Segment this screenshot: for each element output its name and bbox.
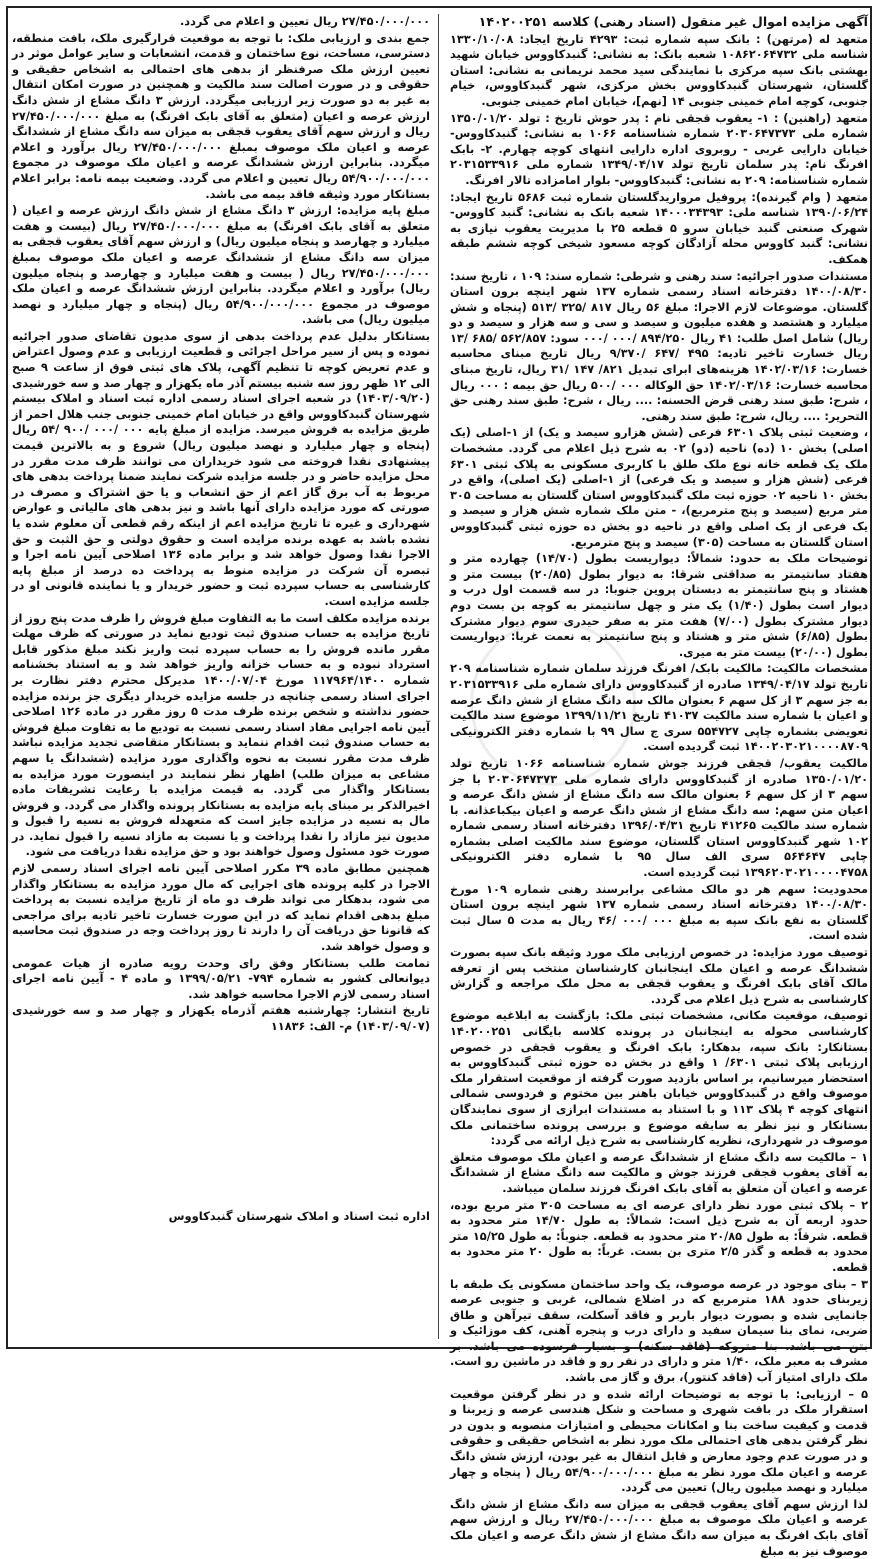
paragraph: ، وضعیت ثبتی پلاک ۶۳۰۱ فرعی (شش هزارو سیصد و یک) از ۱-اصلی (یک اصلی) بخش ۱۰ (ده) ناحیه (دو) ۰۲ به شرح ذیل اعلام می گردد. مشخصات ملک یک قطعه خانه نوع ملک طلق با کاربری مسکونی به پلاک ثبتی ۶۳۰۱ فرعی (شش هزار و سیصد و یک فرعی) از ۱-اصلی (یک اصلی)، واقع در بخش ۱۰ ناحیه ۰۲ حوزه ثبت ملک گنبدکاووس استان گلستان به مساحت ۳۰۵ متر مربع (سیصد و پنج مترمربع)، - متن ملک شماره شش هزار و سیصد و یک فرعی از یک اصلی واقع در ناحیه دو بخش ده حوزه ثبتی گنبدکاووس استان گلستان به مساحت (۳۰۵) سیصد و پنج مترمربع. [450,426,868,549]
paragraph: متعهد ( وام گیرنده): پروفیل مرواریدگلستان شماره ثبت ۵۶۸۶ تاریخ ایجاد: ۱۳۹۰/۰۶/۲۴ شناسه ملی: ۱۴۰۰۰۳۴۳۹۳ شعبه بانک به نشانی: گنبد کاووس- شهرک صنعتی گنبد خیابان سرو ۵ قطعه ۲۵ با مدیریت یعقوب نیازی به نشانی: گنبد کاووس محله آزادگان کوچه مسعود شیخی کوچه ششم طبقه همکف. [450,190,868,266]
paragraph: توصیف مورد مزایده: در خصوص ارزیابی ملک مورد وثیقه بانک سپه بصورت ششدانگ عرصه و اعیان ملک اینجانبان کارشناسان منتخب پس از تعرفه مالک آقای بابک افرنگ و یعقوب قجقی به محل ملک مراجعه و گزارش کارشناسی به شرح ذیل اعلام می گردد. [450,946,868,1006]
column-divider [438,14,439,1339]
paragraph: ۲۷/۴۵۰/۰۰۰/۰۰۰ ریال تعیین و اعلام می گردد. [179,15,430,28]
paragraph: برنده مزایده مکلف است ما به التفاوت مبلغ فروش را ظرف مدت پنج روز از تاریخ مزایده به حساب صندوق ثبت تودیع نماید در صورتی که ظرف مهلت مقرر مانده فروش را به حساب سپرده ثبت واریز نکند مبلغ مذکور قابل استرداد نبوده و به حساب خزانه واریز خواهد شد و به استناد بخشنامه شماره ۱۱۷۹۶۴/۱۴۰۰ مورخ ۱۴۰۰/۰۷/۰۴ مدیرکل محترم دفتر نظارت بر اجرای اسناد رسمی چنانچه در جلسه مزایده خریدار دیگری جز برنده مزایده حضور نداشته و شخص برنده ظرف مدت ۵ روز مقرر در ماده ۱۲۶ اصلاحی آیین نامه اجرایی مفاد اسناد رسمی نسبت به تودیع ما به تفاوت مبلغ فروش به حساب صندوق ثبت اقدام ننماید و بستانکار متقاضی تجدید مزایده نباشد ظرف مدت مقرر نسبت به نحوه واگذاری مورد مزایده (ششدانگ یا سهم مشاعی به میزان طلب) اظهار نظر ننمایند در اینصورت مورد مزایده به بستانکار واگذار می گردد. به قیمت مزایده با رعایت تشریفات ماده اخیرالذکر بر مبنای پایه مزایده به بستانکار پرونده واگذار می گردد. و فروش مال به نسیه در مزایده جایز است که متعهدله فروش به نسیه را قبول و مدیون نیز مازاد را نقدا پرداخت و یا نسبت به مازاد نسیه را قبول نماید. در صورت خود مسئول وصول خواهند بود و حق مزایده نقدا دریافت می شود. [12,611,431,859]
issuer-signature: اداره ثبت اسناد و املاک شهرستان گنبدکاووس [168,1209,430,1223]
notice-title: آگهی مزایده اموال غیر منقول (اسناد رهنی) کلاسه ۱۴۰۲۰۰۲۵۱ [478,14,868,29]
paragraph: مشخصات مالکیت: مالکیت بابک/ افرنگ فرزند سلمان شماره شناسنامه ۲۰۹ تاریخ تولد ۱۳۴۹/۰۴/۱۷ صادره از گنبدکاووس دارای شماره ملی ۲۰۳۱۵۳۳۹۱۶ به جز سهم ۳ از کل سهم ۶ بعنوان مالک سه دانگ مشاع از شش دانگ عرصه و اعیان با شماره سند مالکیت ۴۱۰۳۷ تاریخ ۱۳۹۹/۱۱/۲۱ موضوع سند مالکیت تعویضی بشماره چاپی ۵۵۴۷۲۷ سری ج سال ۹۹ با شماره دفتر الکترونیکی ۱۴۰۰۲۰۳۰۲۱۰۰۰۰۸۷۰۹ ثبت گردیده است. [450,662,868,754]
paragraph: متعهد (راهنین) : ۱- یعقوب قجقی نام : پدر حوش تاریخ : تولد ۱۳۵۰/۰۱/۲۰ شماره ملی ۲۰۳۰۶۴۷۳۷۳ شماره شناسنامه ۱۰۶۶ به نشانی: گنبدکاووس- خیابان دارایی غربی - روبروی اداره دارایی انتهای کوچه چهارم. ۲- بابک افرنگ نام: پدر سلمان تاریخ تولد ۱۳۴۹/۰۴/۱۷ شماره ملی ۲۰۳۱۵۳۳۹۱۶ شماره شناسنامه: ۲۰۹ به نشانی: گنبدکاووس- بلوار امامزاده تالار افرنگ. [450,111,869,187]
paragraph: ۳ – بنای موجود در عرصه موصوف، یک واحد ساختمان مسکونی یک طبقه با زیربنای حدود ۱۸۸ مترمربع که در اضلاع شمالی، غربی و جنوبی عرصه جانمایی شده و بصورت دیوار باربر و فاقد آسکلت، سقف تیرآهن و طاق ضربی، نمای بنا سیمان سفید و دارای درب و پنجره آهنی، کف موزائیک و بتن می باشد. بنا متروکه (فاقد سکنه) و بسیار فرسوده می باشد. بر مشرف به معبر ملک، ۱/۴۰ متر و دارای در نفر رو و فاقد در ماشین رو است. ملک دارای امتیاز آب (فاقد کنتور)، برق و گاز می باشد. [449,1277,868,1385]
paragraph: مستندات صدور اجرائیه: سند رهنی و شرطی: شماره سند: ۱۰۹ ، تاریخ سند: ۱۴۰۰/۰۸/۳۰ دفترخانه اسناد رسمی شماره ۱۳۷ شهر اینچه برون استان گلستان. موضوعات لازم الاجرا: مبلغ ۵۶ ریال ۸۱۷ /۳۲۵ /۵۱۳ (پنجاه و شش میلیارد و هشتصد و هفده میلیون و سیصد و سی و سه هزار و سیصد و دو ریال) شامل اصل طلب: ۴۱ ریال ۸۹۴/۲۵۰ /۰۰۰ /۰۰۰ سود: ۵۶۲/۸۵۷ /۶۸۵ /۱۳ ریال خسارت تاخیر تادیه: ۴۹۵ /۶۴۷ /۹/۳۷۰ ریال تاریخ مبنای محاسبه خسارت: ۱۴۰۲/۰۳/۱۶ هزینه‌های ابرای تبدیل ۸۲۱/ ۱۴۷ /۳۱ ریال، تاریخ مبنای محاسبه خسارت: ۱۴۰۲/۰۳/۱۶ حق الوکاله ۰۰۰ /۵۰۰ ریال حق بیمه : ۰۰۰ ریال ، شرح: طبق سند رهنی قرض الحسنه: .... ریال ، شرح: طبق سند رهنی حق التحریر: .... ریال، شرح: طبق سند رهنی. [450,269,869,423]
paragraph: توضیحات ملک به حدود: شمالاً: دیواریست بطول (۱۴/۷۰) چهارده متر و هفتاد سانتیمتر به صداقتی شرقا: به دیوار بطول (۲۰/۸۵) بیست متر و هشتاد و پنج سانتیمتر به دبستان پروین جنوبا: در سه قسمت اول درب و دیوار است بطول (۱/۴۰) یک متر و چهل سانتیمتر به کوچه بن بست دوم دیوار مشترک بطول (۷/۰۰) هفت متر به صفر حیدری سوم دیوار مشترک بطول (۶/۸۵) شش متر و هشتاد و پنج سانتیمتر به نعمت غربا: دیواریست بطول (۲۰/۰۰) بیست متر به میری. [450,552,869,659]
paragraph: جمع بندی و ارزیابی ملک: با توجه به موقعیت قرارگیری ملک، بافت منطقه، دسترسی، مساحت، نوع ساختمان و قدمت، انشعابات و سایر عوامل موثر در تعیین ارزش ملک صرفنظر از بدهی های احتمالی به اشخاص حقیقی و حقوقی و در صورت اصالت سند مالکیت و همچنین در صورت امکان انتقال به غیر به دو صورت زیر ارزیابی میگردد. ارزش ۳ دانگ مشاع از شش دانگ ارزش عرصه و اعیان (متعلق به آقای بابک افرنگ) به مبلغ ۲۷/۴۵۰/۰۰۰/۰۰۰ ریال و ارزش سهم آقای یعقوب قجقی به میزان سه دانگ مشاع از ششدانگ عرصه و اعیان ملک موصوف بمبلغ ۲۷/۴۵۰/۰۰۰/۰۰۰ ریال برآورد و اعلام میگردد. بنابراین ارزش ششدانگ عرصه و اعیان ملک موصوف در مجموع ۵۴/۹۰۰/۰۰۰/۰۰۰ ریال تعیین و اعلام می گردد. وضعیت بیمه نامه: برابر اعلام بستانکار مورد وثیقه فاقد بیمه می باشد. [12,31,430,201]
publication-date: تاریخ انتشار: چهارشنبه هفتم آذرماه یکهزار و چهار صد و سه خورشیدی (۱۴۰۳/۰۹/۰۷) م- الف: ۱۱۸۳۶ [12,1004,430,1033]
paragraph: ۱ – مالکیت سه دانگ مشاع از ششدانگ عرصه و اعیان ملک موصوف متعلق به آقای یعقوب قجقی فرزند جوش و مالکیت سه دانگ مشاع از ششدانگ عرصه و اعیان آن متعلق به آقای بابک افرنگ فرزند سلمان میباشد. [450,1150,868,1195]
paragraph: همچنین مطابق ماده ۳۹ مکرر اصلاحی آیین نامه اجرای اسناد رسمی لازم الاجرا در کلیه پرونده های اجرایی که مال مورد مزایده به بستانکار واگذار می شود، بدهکار می تواند ظرف دو ماه از تاریخ مزایده نسبت به پرداخت مبلغ بدهی اقدام نماید که در این صورت خسارت تاخیر تادیه برای مراجعی که قانونا حق دریافت آن را دارند تا روز پرداخت وجه در صندوق ثبت محاسبه و وصول خواهد شد. [12,862,430,954]
left-column [12,14,430,1194]
paragraph: ۵ – ارزیابی: با توجه به توضیحات ارائه شده و در نظر گرفتن موقعیت استقرار ملک در بافت شهری و مساحت و شکل هندسی عرصه و زیربنا و قدمت و کیفیت ساخت بنا و امکانات محیطی و امتیازات منصوبه و بدون در نظر گرفتن بدهی های احتمالی ملک مورد نظر به اشخاص حقیقی و حقوقی و در صورت عدم وجود معارض و قابل انتقال به غیر بودن، ارزش شش دانگ عرصه و اعیان ملک مورد نظر به مبلغ ۵۴/۹۰۰/۰۰۰/۰۰۰ ریال ( پنجاه و چهار میلیارد و نهصد میلیون ریال) تعیین می گردد. [450,1387,869,1495]
paragraph: تمامت طلب بستانکار وفق رای وحدت رویه صادره از هیات عمومی دیوانعالی کشور به شماره ۷۹۴- ۱۳۹۹/۰۵/۲۱ و ماده ۴ - آیین نامه اجرای اسناد رسمی لازم الاجرا محاسبه خواهد شد. [12,956,431,1001]
paragraph: مبلغ پایه مزایده: ارزش ۳ دانگ مشاع از شش دانگ ارزش عرصه و اعیان ( متعلق به آقای بابک افرنگ) به مبلغ ۲۷/۴۵۰/۰۰۰/۰۰۰ ریال (بیست و هفت میلیارد و چهارصد و پنجاه میلیون ریال) و ارزش سهم آقای یعقوب قجقی به میزان سه دانگ مشاع از ششدانگ عرصه و اعیان ملک موصوف بمبلغ ۲۷/۴۵۰/۰۰۰/۰۰۰ ریال ( بیست و هفت میلیارد و چهارصد و پنجاه میلیون ریال) برآورد و اعلام میگردد. بنابراین ارزش ششدانگ عرصه و اعیان ملک موصوف در مجموع ۵۴/۹۰۰/۰۰۰/۰۰۰ ریال (پنجاه و چهار میلیارد و نهصد میلیون ریال) می باشد. [12,204,430,327]
paragraph: توصیف، موقعیت مکانی، مشخصات ثبتی ملک: بازگشت به ابلاغیه موضوع کارشناسی محوله به اینجانبان در پرونده کلاسه بایگانی ۱۴۰۲۰۰۲۵۱ بستانکار: بانک سپه، بدهکار: بابک افرنگ و یعقوب قجقی در خصوص ارزیابی پلاک ثبتی ۶۳۰۱/ ۱ واقع در بخش ده حوزه ثبتی گنبدکاووس به استحضار میرسانیم، بر اساس بازدید صورت گرفته از موقعیت استقرار ملک موصوف واقع در گنبدکاووس خیابان باهنر بین مختوم و فردوسی شمالی انتهای کوچه ۴ پلاک ۱۱۳ و با استناد به مستندات ابرازی از سوی نمایندگان بستانکار و نیز نظر به سابقه موضوع و بررسی پرونده ساختمانی ملک موصوف در شهرداری، نظریه کارشناسی به شرح ذیل ارائه می گردد: [450,1009,868,1148]
paragraph: متعهد له (مرتهن) : بانک سپه شماره ثبت: ۴۲۹۳ تاریخ ایجاد: ۱۳۳۰/۱۰/۰۸ شناسه ملی ۱۰۸۶۲۰۶۴۷۳۲ شعبه بانک: به نشانی: گنبدکاووس خیابان شهید بهشتی بانک سپه مرکزی با نمایندگی سید محمد نریمانی به نشانی: استان گلستان، شهرستان گنبدکاووس بخش مرکزی، شهر گنبدکاووس، خیام جنوبی، کوچه امام خمینی جنوبی ۱۴ [نهم]، خیابان امام خمینی جنوبی. [450,32,869,108]
paragraph: مالکیت یعقوب/ قجقی فرزند جوش شماره شناسنامه ۱۰۶۶ تاریخ تولد ۱۳۵۰/۰۱/۲۰ صادره از گنبدکاووس دارای شماره ملی ۲۰۳۰۶۴۷۳۷۳ با جز سهم ۳ از کل سهم ۶ بعنوان مالک سه دانگ مشاع از شش دانگ عرصه و اعیان متن سهم: سه دانگ مشاع از شش دانگ عرصه و اعیان بیکباعذانه. با شماره سند مالکیت ۴۱۲۶۵ تاریخ ۱۳۹۶/۰۴/۳۱ دفترخانه اسناد رسمی شماره ۱۰۲ شهر گنبدکاووس استان گلستان، موضوع سند مالکیت اصلی بشماره چاپی ۵۶۴۶۴۷ سری الف سال ۹۵ با شماره دفتر الکترونیکی ۱۳۹۶۲۰۳۰۲۱۰۰۰۰۴۷۵۸ ثبت گردیده است. [450,756,868,880]
paragraph: لذا ارزش سهم آقای یعقوب قجقی به میزان سه دانگ مشاع از شش دانگ عرصه و اعیان ملک موصوف به مبلغ ۲۷/۴۵۰/۰۰۰/۰۰۰ ریال و ارزش سهم آقای بابک افرنگ به میزان سه دانگ مشاع از شش دانگ عرصه و اعیان ملک موصوف نیز به مبلغ [450,1497,868,1558]
paragraph: محدودیت: سهم هر دو مالک مشاعی برابرسند رهنی شماره ۱۰۹ مورخ ۱۴۰۰/۰۸/۳۰ دفترخانه اسناد رسمی شماره ۱۳۷ شهر اینچه برون استان گلستان به نفع بانک سپه به مبلغ ۰۰۰ /۰۰۰ /۴۶ ریال به مدت ۵ سال ثبت شده است. [450,882,869,943]
paragraph: ۲ – پلاک ثبتی مورد نظر دارای عرصه ای به مساحت ۳۰۵ متر مربع بوده، حدود اربعه آن به شرح ذیل است: شمالاً: به طول ۱۴/۷۰ متر محدود به قطعه. شرقاً: به طول ۲۰/۸۵ متر محدود به قطعه. جنوباً: به طول ۱۵/۲۵ متر محدود به قطعه و گذر ۲/۵ متری بن بست. غرباً: به طول ۲۰ متر محدود به قطعه. [450,1198,868,1274]
paragraph: بستانکار بدلیل عدم پرداخت بدهی از سوی مدیون تقاضای صدور اجرائیه نموده و پس از سیر مراحل اجرائی و قطعیت ارزیابی و عدم وصول اعتراض و عدم تعریض کوچه تا تنظیم آگهی، پلاک های ثبتی فوق از ساعت ۹ صبح الی ۱۲ ظهر روز سه شنبه بیستم آذر ماه یکهزار و چهار صد و سه خورشیدی (۱۴۰۳/۰۹/۲۰) در شعبه اجرای اسناد رسمی اداره ثبت اسناد و املاک بیستم شهرستان گنبدکاووس واقع در خیابان امام خمینی جنوبی جنب هلال احمر از طریق مزایده به فروش میرسد. مزایده از مبلغ پایه ۰۰۰ /۰۰۰ /۹۰۰ /۵۴ ریال (پنجاه و چهار میلیارد و نهصد میلیون ریال) شروع و به بالاترین قیمت پیشنهادی نقدا فروخته می شود خریداران می توانند ظرف مدت مقرر در محل مزایده حاضر و در جلسه مزایده شرکت نمایند ضمنا پرداخت بدهی های مربوط به آب برق گاز اعم از حق انشعاب و یا حق اشتراک و مصرف در صورتی که مورد مزایده دارای آنها باشد و نیز بدهی های مالیاتی و عوارض شهرداری و غیره تا تاریخ مزایده اعم از اینکه رقم قطعی آن معلوم شده یا نشده باشد به عهده برنده مزایده است و حقوق دولتی و حق الثبت و حق الاجرا نقدا وصول خواهد شد و برابر ماده ۱۳۶ اصلاحی آیین نامه اجرا و تبصره آن شرکت در مزایده منوط به پرداخت ده درصد از مبلغ پایه کارشناسی به حساب سپرده ثبت و حضور خریدار و یا نماینده قانونی او در جلسه مزایده است. [12,329,431,608]
right-column [449,14,869,1558]
